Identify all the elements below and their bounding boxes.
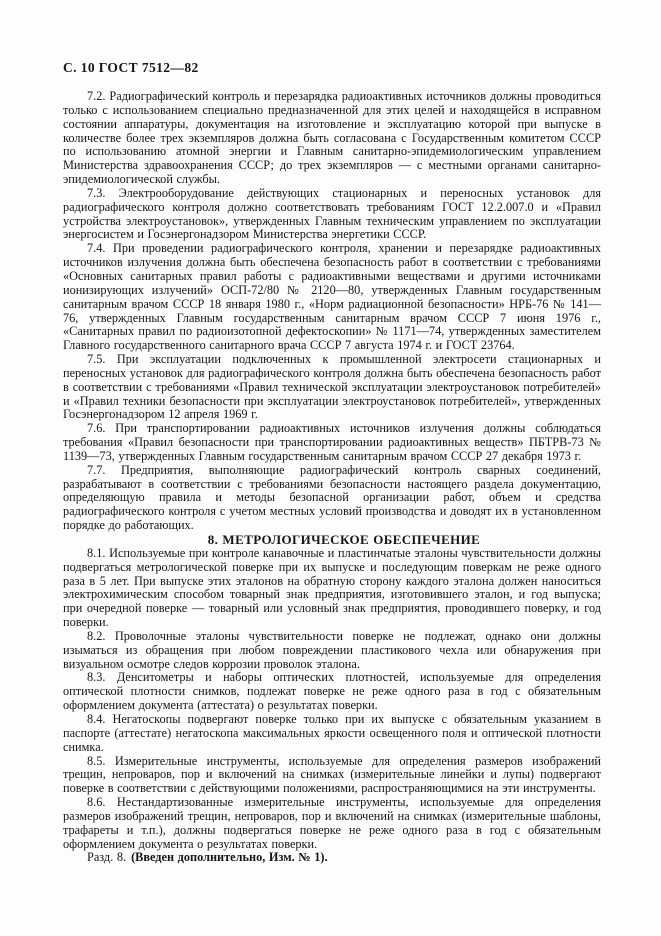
- paragraph-8-4: 8.4. Негатоскопы подвергают поверке только при их выпуске с обязательным указанием в паспорте (аттестате) негатоскопа максимальных яркости освещенного поля и оптической плотности снимка.: [63, 711, 601, 754]
- amendment-note-prefix: Разд. 8.: [87, 850, 127, 865]
- paragraph-8-3: 8.3. Денситометры и наборы оптических плотностей, используемые для определения оптической плотности снимков, подлежат поверке не реже одного раза в год с обязательным оформлением документа (аттестата) о результатах поверки.: [63, 670, 601, 713]
- paragraph-7-6: 7.6. При транспортировании радиоактивных источников излучения должны соблюдаться требования «Правил безопасности при транспортировании радиоактивных веществ» ПБТРВ-73 № 1139—73, утвержденных Главным государственным санитарным врачом СССР 27 декабря 1973 г.: [63, 421, 601, 463]
- page-header: С. 10 ГОСТ 7512—82: [63, 60, 199, 75]
- amendment-note-bold: (Введен дополнительно, Изм. № 1).: [131, 850, 328, 865]
- paragraph-8-2: 8.2. Проволочные эталоны чувствительности поверке не подлежат, однако они должны изыматься из обращения при любом повреждении пластикового чехла или обнаружения при визуальном осмотре следов коррозии проволок эталона.: [63, 628, 601, 671]
- paragraph-7-3: 7.3. Электрооборудование действующих стационарных и переносных установок для радиографического контроля должно соответствовать требованиям ГОСТ 12.2.007.0 и «Правил устройства электроустановок», утвержденных Главным техническим управлением по эксплуатации энергосистем и Госэнергонадзором Министерства энергетики СССР.: [63, 185, 601, 242]
- paragraph-8-1: 8.1. Используемые при контроле канавочные и пластинчатые эталоны чувствительности должны подвергаться метрологической поверке при их выпуске и последующим поверкам не реже одного раза в 5 лет. При выпуске этих эталонов на обратную сторону каждого эталона должен наноситься электрохимическим способом товарный знак предприятия, изготовившего эталон, и год выпуска; при очередной поверке — товарный или условный знак предприятия, проводившего поверку, и год поверки.: [63, 545, 601, 630]
- section-8-heading: 8. МЕТРОЛОГИЧЕСКОЕ ОБЕСПЕЧЕНИЕ: [207, 532, 481, 547]
- paragraph-7-2: 7.2. Радиографический контроль и перезарядка радиоактивных источников должны проводиться только с использованием специально предназначенной для этих целей и находящейся в исправном состоянии аппаратуры, документация на изготовление и эксплуатацию которой при выпуске в количестве более трех экземпляров должна быть согласована с Государственным комитетом СССР по использованию атомной энергии и Главным санитарно-эпидемиологическим управлением Министерства здравоохранения СССР; до трех экземпляров — с местными органами санитарно-эпидемиологической службы.: [63, 89, 601, 187]
- paragraph-7-7: 7.7. Предприятия, выполняющие радиографический контроль сварных соединений, разрабатывают в соответствии с требованиями безопасности настоящего раздела документацию, определяющую правила и методы безопасной организации работ, объем и средства радиографического контроля с учетом местных условий производства и доводят их в установленном порядке до работающих.: [63, 462, 601, 533]
- document-body: [63, 90, 601, 865]
- paragraph-8-5: 8.5. Измерительные инструменты, используемые для определения размеров изображений трещин, непроваров, пор и включений на снимках (измерительные линейки и лупы) подвергают поверке в соответствии с действующими положениями, распространяющимися на эти инструменты.: [63, 753, 601, 796]
- paragraph-7-4: 7.4. При проведении радиографического контроля, хранении и перезарядке радиоактивных источников излучения должна быть обеспечена безопасность работ в соответствии с требованиями «Основных санитарных правил работы с радиоактивными веществами и другими источниками ионизирующих излучений» ОСП-72/80 № 2120—80, утвержденных Главным государственным санитарным врачом СССР 18 января 1980 г., «Норм радиационной безопасности» НРБ-76 № 141—76, утвержденных Главным государственным санитарным врачом СССР 7 июня 1976 г., «Санитарных правил по радиоизотопной дефектоскопии» № 1171—74, утвержденных заместителем Главного государственного санитарного врача СССР 7 августа 1974 г. и ГОСТ 23764.: [63, 241, 601, 353]
- paragraph-7-5: 7.5. При эксплуатации подключенных к промышленной электросети стационарных и переносных установок для радиографического контроля должна быть обеспечена безопасность работ в соответствии с требованиями «Правил технической эксплуатации электроустановок потребителей» и «Правил техники безопасности при эксплуатации электроустановок потребителей», утвержденных Госэнергонадзором 12 апреля 1969 г.: [63, 352, 601, 422]
- paragraph-8-6: 8.6. Нестандартизованные измерительные инструменты, используемые для определения размеров изображений трещин, непроваров, пор и включений на снимках (измерительные шаблоны, трафареты и т.п.), должны подвергаться поверке не реже одного раза в год с обязательным оформлением документа о результатах поверки.: [63, 795, 601, 851]
- amendment-note: [63, 851, 601, 865]
